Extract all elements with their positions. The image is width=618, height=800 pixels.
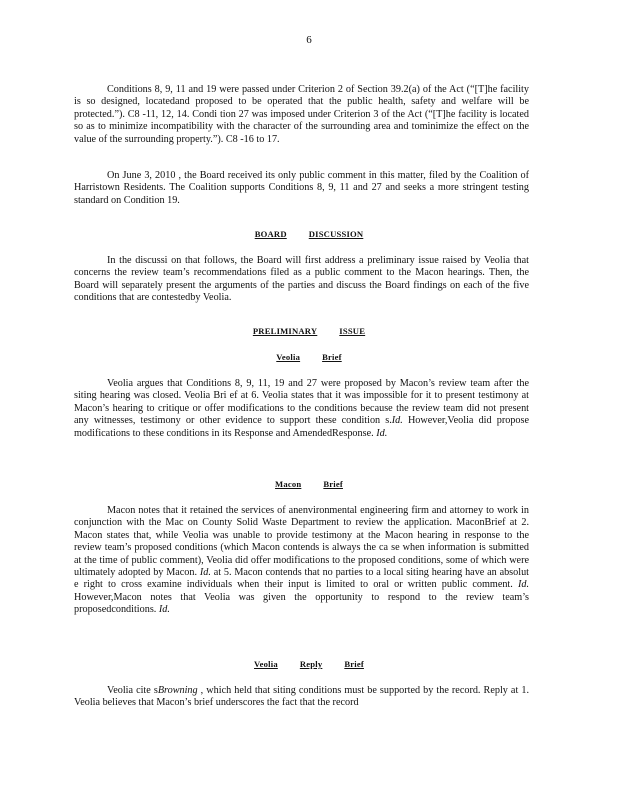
heading-word: Brief xyxy=(323,479,343,489)
page-number: 6 xyxy=(306,34,312,46)
heading-preliminary-issue xyxy=(0,326,618,336)
citation-id: Id. xyxy=(199,567,211,579)
heading-veolia-reply-brief xyxy=(0,659,618,669)
citation-id: Id. xyxy=(391,415,403,427)
heading-word: DISCUSSION xyxy=(308,229,364,239)
paragraph-veolia-reply xyxy=(74,685,529,710)
heading-word: ISSUE xyxy=(339,326,366,336)
paragraph-text: at 5. Macon contends that no parties to a local siting hearing have an absolut e right to cross examine individuals when their input is limited to oral or written public comment. xyxy=(74,567,529,591)
paragraph-text: On June 3, 2010 , the Board received its only public comment in this matter, filed by the Coalition of Harristown Residents. The Coalition supports Conditions 8, 9, 11 and 27 and seeks a more stringent testing standard on Condition 19. xyxy=(74,170,529,206)
paragraph-macon-argument xyxy=(74,505,529,617)
heading-veolia-brief xyxy=(0,352,618,362)
paragraph-discussion-intro xyxy=(74,255,529,305)
heading-word: BOARD xyxy=(254,229,287,239)
case-name: Browning xyxy=(157,685,198,696)
paragraph-conditions-criteria xyxy=(74,84,529,146)
citation-id: Id. xyxy=(376,427,388,439)
heading-word: Brief xyxy=(344,659,364,669)
paragraph-text: Conditions 8, 9, 11 and 19 were passed under Criterion 2 of Section 39.2(a) of the Act (“[T]he facility is so designed, locatedand proposed to be operated that the public health, safety and welfare will be protected.”). C8 -11, 12, 14. Condi tion 27 was imposed under Criterion 3 of the Act (“[T]he facility is located so as to minimize incompatibility with the character of the surrounding area and tominimize the effect on the value of the surrounding property.”). C8 -16 to 17. xyxy=(74,84,529,145)
paragraph-text: Macon notes that it retained the services of anenvironmental engineering firm and attorney to work in conjunction with the Mac on County Solid Waste Department to review the application. MaconBrief at 2. Macon states that, while Veolia was unable to provide testimony at the Macon hearing in response to the review team’s proposed conditions (which Macon contends is always the ca se when information is submitted at the time of public comment), Veolia did offer modifications to the proposed conditions, some of which were ultimately adopted by Macon. xyxy=(74,505,529,579)
heading-word: PRELIMINARY xyxy=(252,326,318,336)
paragraph-text: In the discussi on that follows, the Board will first address a preliminary issue raised by Veolia that concerns the review team’s recommendations filed as a public comment to the Macon hearings. Then, the Board will separately present the arguments of the parties and discuss the Board findings on each of the five conditions that are contestedby Veolia. xyxy=(74,255,529,304)
paragraph-text: Veolia argues that Conditions 8, 9, 11, 19 and 27 were proposed by Macon’s review team after the siting hearing was closed. Veolia Bri ef at 6. Veolia states that it was impossible for it to present testimony at Macon’s hearing to critique or offer modifications to the conditions because the review team did not present any witnesses, testimony or other evidence to support these condition s. xyxy=(74,378,529,427)
citation-id: Id. xyxy=(517,579,529,591)
paragraph-veolia-argument xyxy=(74,378,529,440)
paragraph-text: However,Macon notes that Veolia was given the opportunity to respond to the review team’s proposedconditions. xyxy=(74,591,529,616)
heading-word: Reply xyxy=(299,659,323,669)
heading-board-discussion xyxy=(0,229,618,239)
citation-id: Id. xyxy=(158,604,170,616)
paragraph-text: However,Veolia did propose modifications to these conditions in its Response and AmendedResponse. xyxy=(74,415,529,439)
heading-macon-brief xyxy=(0,479,618,489)
paragraph-text: , which held that siting conditions must be supported by the record. Reply at 1. Veolia believes that Macon’s brief underscores the fact that the record xyxy=(74,685,529,709)
heading-word: Macon xyxy=(275,479,302,489)
paragraph-public-comment xyxy=(74,170,529,207)
heading-word: Brief xyxy=(322,352,342,362)
paragraph-text: Veolia cite s xyxy=(107,685,158,696)
heading-word: Veolia xyxy=(276,352,301,362)
heading-word: Veolia xyxy=(254,659,278,669)
